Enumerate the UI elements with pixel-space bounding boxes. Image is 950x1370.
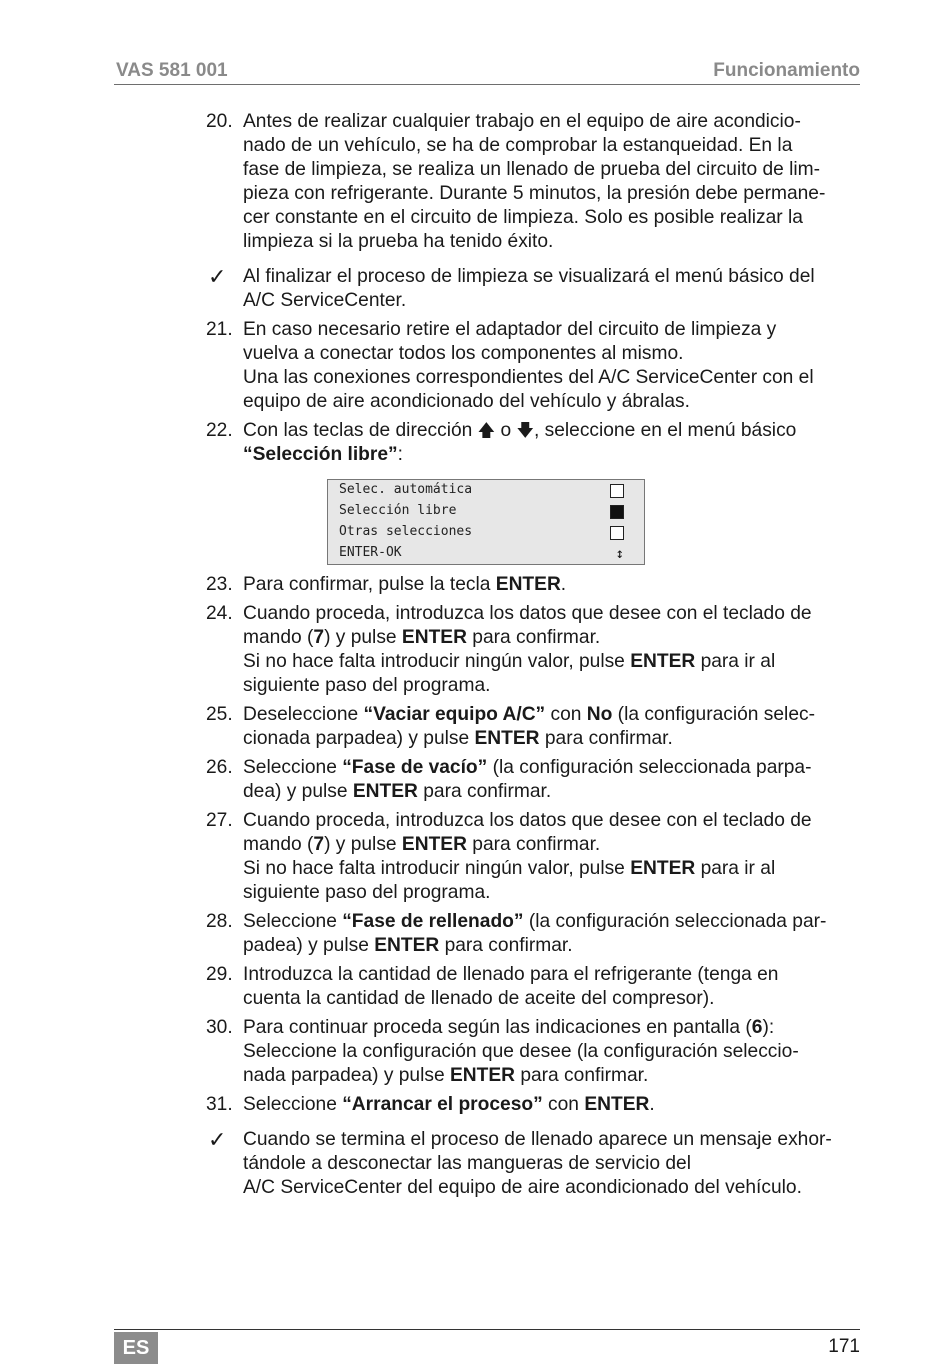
step-text xyxy=(243,1064,866,1088)
text-span: padea) y pulse xyxy=(243,935,375,956)
step-30 xyxy=(206,1016,866,1088)
text-span: dea) y pulse xyxy=(243,781,353,802)
arrow-up-icon: 🡅 xyxy=(477,421,496,440)
footer-rule xyxy=(114,1329,860,1330)
step-number: 25. xyxy=(206,704,233,725)
text-span: (la configuración selec- xyxy=(612,704,815,725)
menu-option-name: “Arrancar el proceso” xyxy=(342,1094,543,1115)
text-span: para confirmar. xyxy=(417,781,552,802)
step-text xyxy=(243,727,866,751)
key-name: ENTER xyxy=(630,858,696,879)
result-note-1 xyxy=(206,265,866,313)
text-span: ) y pulse xyxy=(324,834,402,855)
text-span: con xyxy=(545,704,587,725)
text-span: Para continuar proceda según las indicaciones en pantalla ( xyxy=(243,1017,752,1038)
step-number: 22. xyxy=(206,420,233,441)
text-span: cionada parpadea) y pulse xyxy=(243,728,475,749)
step-text: Introduzca la cantidad de llenado para el refrigerante (tenga en xyxy=(243,964,779,985)
key-ref: 7 xyxy=(313,834,325,855)
step-25 xyxy=(206,703,866,751)
text-span: Deseleccione xyxy=(243,704,364,725)
step-27 xyxy=(206,809,866,905)
menu-option-name: “Fase de rellenado” xyxy=(342,911,524,932)
checkmark-icon: ✓ xyxy=(208,1127,227,1152)
text-span: mando ( xyxy=(243,627,314,648)
step-number: 28. xyxy=(206,911,233,932)
step-text xyxy=(243,573,866,597)
text-span: (la configuración seleccionada parpa- xyxy=(487,757,812,778)
step-number: 31. xyxy=(206,1094,233,1115)
step-text: cuenta la cantidad de llenado de aceite del compresor). xyxy=(243,988,715,1009)
lcd-display xyxy=(327,479,645,565)
text-span: para ir al xyxy=(695,651,776,672)
note-text: Al finalizar el proceso de limpieza se visualizará el menú básico del xyxy=(243,266,815,287)
note-text: Cuando se termina el proceso de llenado aparece un mensaje exhor- xyxy=(243,1129,832,1150)
lcd-row-auto-select: Selec. automática xyxy=(339,482,473,497)
text-span: Si no hace falta introducir ningún valor, pulse xyxy=(243,651,631,672)
key-name: ENTER xyxy=(495,574,561,595)
menu-option-name: “Fase de vacío” xyxy=(342,757,488,778)
step-text: Cuando proceda, introduzca los datos que desee con el teclado de xyxy=(243,603,812,624)
step-text: Antes de realizar cualquier trabajo en el equipo de aire acondicio- xyxy=(243,111,801,132)
step-text: Seleccione la configuración que desee (la configuración seleccio- xyxy=(243,1041,799,1062)
step-text: pieza con refrigerante. Durante 5 minutos, la presión debe permane- xyxy=(243,183,826,204)
step-text xyxy=(243,910,866,934)
text-span: . xyxy=(560,574,567,595)
step-number: 24. xyxy=(206,603,233,624)
checkbox-empty-icon xyxy=(610,484,624,498)
result-note-2 xyxy=(206,1128,866,1200)
step-text xyxy=(243,833,866,857)
note-text: tándole a desconectar las mangueras de servicio del xyxy=(243,1153,691,1174)
text-span: con xyxy=(542,1094,585,1115)
checkbox-filled-icon xyxy=(610,505,624,519)
language-badge: ES xyxy=(114,1332,158,1364)
text-span: para confirmar. xyxy=(466,627,601,648)
text-span: mando ( xyxy=(243,834,314,855)
step-31 xyxy=(206,1093,866,1117)
step-23 xyxy=(206,573,866,597)
lcd-row-enter-ok: ENTER-OK xyxy=(339,545,402,560)
header-product: VAS 581 001 xyxy=(116,60,228,81)
text-span: Seleccione xyxy=(243,1094,343,1115)
key-ref: 7 xyxy=(313,627,325,648)
lcd-row-free-select: Selección libre xyxy=(339,503,457,518)
text-span: Si no hace falta introducir ningún valor, pulse xyxy=(243,858,631,879)
text-span: , seleccione en el menú básico xyxy=(533,420,797,441)
key-ref: 6 xyxy=(751,1017,763,1038)
step-text xyxy=(243,1016,866,1040)
note-text: A/C ServiceCenter del equipo de aire acondicionado del vehículo. xyxy=(243,1177,802,1198)
step-24 xyxy=(206,602,866,698)
step-text: Una las conexiones correspondientes del A/C ServiceCenter con el xyxy=(243,367,814,388)
step-21 xyxy=(206,318,866,414)
lcd-row-other-select: Otras selecciones xyxy=(339,524,473,539)
step-text: En caso necesario retire el adaptador del circuito de limpieza y xyxy=(243,319,777,340)
step-text: siguiente paso del programa. xyxy=(243,675,491,696)
text-span: ) y pulse xyxy=(324,627,402,648)
step-number: 26. xyxy=(206,757,233,778)
step-20 xyxy=(206,110,866,254)
step-text: fase de limpieza, se realiza un llenado de prueba del circuito de lim- xyxy=(243,159,821,180)
text-span: Seleccione xyxy=(243,911,343,932)
step-number: 23. xyxy=(206,574,233,595)
step-text xyxy=(243,934,866,958)
step-text xyxy=(243,1093,866,1117)
text-span: Seleccione xyxy=(243,757,343,778)
step-text xyxy=(243,419,866,443)
step-text xyxy=(243,626,866,650)
step-text: Cuando proceda, introduzca los datos que desee con el teclado de xyxy=(243,810,812,831)
step-29 xyxy=(206,963,866,1011)
key-name: ENTER xyxy=(474,728,540,749)
text-span: (la configuración seleccionada par- xyxy=(523,911,827,932)
step-text: nado de un vehículo, se ha de comprobar la estanqueidad. En la xyxy=(243,135,793,156)
option-value: No xyxy=(586,704,613,725)
text-span: para confirmar. xyxy=(539,728,673,749)
text-span: o xyxy=(495,420,517,441)
header-section: Funcionamiento xyxy=(713,60,860,81)
key-name: ENTER xyxy=(449,1065,515,1086)
text-span: ): xyxy=(762,1017,775,1038)
text-span: nada parpadea) y pulse xyxy=(243,1065,450,1086)
note-text: A/C ServiceCenter. xyxy=(243,290,407,311)
page-header xyxy=(114,60,860,85)
text-span: Con las teclas de dirección xyxy=(243,420,478,441)
step-text: limpieza si la prueba ha tenido éxito. xyxy=(243,231,554,252)
step-number: 20. xyxy=(206,111,233,132)
step-number: 30. xyxy=(206,1017,233,1038)
checkmark-icon: ✓ xyxy=(208,264,227,289)
step-22 xyxy=(206,419,866,467)
step-number: 29. xyxy=(206,964,233,985)
key-name: ENTER xyxy=(630,651,696,672)
step-text xyxy=(243,650,866,674)
text-span: para confirmar. xyxy=(466,834,601,855)
step-text xyxy=(243,443,866,467)
scroll-updown-icon: ↕ xyxy=(615,546,624,562)
key-name: ENTER xyxy=(374,935,440,956)
step-number: 27. xyxy=(206,810,233,831)
step-text: vuelva a conectar todos los componentes al mismo. xyxy=(243,343,684,364)
step-26 xyxy=(206,756,866,804)
text-span: para confirmar. xyxy=(514,1065,649,1086)
menu-option-name: “Selección libre” xyxy=(243,444,398,465)
step-text: siguiente paso del programa. xyxy=(243,882,491,903)
page-body xyxy=(206,110,866,1200)
text-span: . xyxy=(649,1094,655,1115)
text-span: para ir al xyxy=(695,858,776,879)
key-name: ENTER xyxy=(401,834,467,855)
menu-option-name: “Vaciar equipo A/C” xyxy=(363,704,546,725)
step-text: cer constante en el circuito de limpieza. Solo es posible realizar la xyxy=(243,207,803,228)
step-text: equipo de aire acondicionado del vehículo y ábralas. xyxy=(243,391,690,412)
step-text xyxy=(243,780,866,804)
text-span: Para confirmar, pulse la tecla xyxy=(243,574,496,595)
text-span: para confirmar. xyxy=(439,935,573,956)
step-28 xyxy=(206,910,866,958)
checkbox-empty-icon xyxy=(610,526,624,540)
step-text xyxy=(243,857,866,881)
key-name: ENTER xyxy=(401,627,467,648)
arrow-down-icon: 🡇 xyxy=(516,421,534,440)
step-text xyxy=(243,703,866,727)
page-number: 171 xyxy=(828,1336,860,1357)
key-name: ENTER xyxy=(352,781,418,802)
step-text xyxy=(243,756,866,780)
step-number: 21. xyxy=(206,319,233,340)
text-span: : xyxy=(397,444,403,465)
key-name: ENTER xyxy=(584,1094,650,1115)
